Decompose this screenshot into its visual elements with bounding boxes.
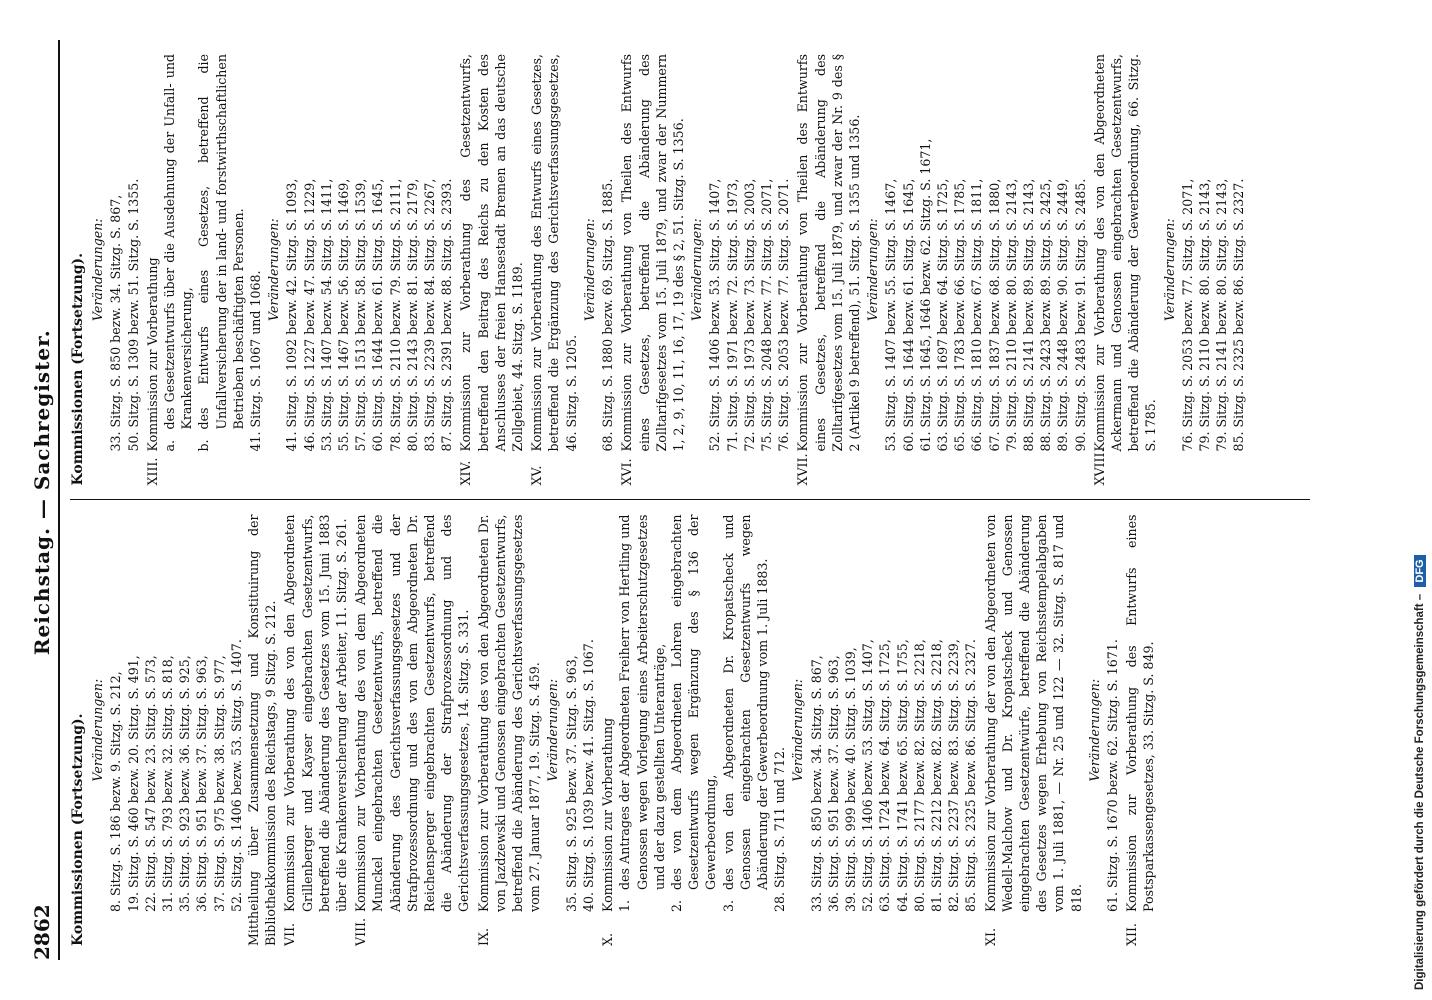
changes-line: 81. Sitzg. S. 2212 bezw. 82. Sitzg. S. 2218, [928,639,944,912]
changes-line: 72. Sitzg. S. 1973 bezw. 73. Sitzg. S. 2003, [741,178,757,452]
entry-xvi [618,54,687,486]
entry-xvii [794,54,863,486]
entry-text: Kommission zur Vorberathung von Theilen des Entwurfs eines Gesetzes, betreffend die Abänderung des Zolltarifgesetzes vom 15. Juli 1879, und zwar der Nr. 9 des § 2 (Artikel 9 betreffend), 51. Sitzg. S. 1355 und 1356. [795,54,862,452]
changes-line: 79. Sitzg. S. 2110 bezw. 80. Sitzg. S. 2143, [1003,178,1019,452]
section-heading: Kommissionen (Fortsetzung). [70,713,86,946]
changes-label: Veränderungen: [90,218,106,322]
entry-reference: 28. Sitzg. S. 711 und 712. [772,746,788,912]
sub-item-text: des Gesetzentwurfs über die Ausdehnung der Unfall- und Krankenversicherung, [162,54,195,430]
entry-number: VIII. [353,917,369,946]
dfg-logo: DFG [1414,555,1426,586]
entry-text: Kommission zur Vorberathung des von den Abgeordneten Grillenberger und Kayser eingebrachten Gesetzentwurfs, betreffend die Abänderung des Gesetzes vom 15. Juni 1883 über die Krankenversicherung der Arbeiter, 11. Sitzg. S. 261. [282,514,350,912]
sub-item-number: b. [196,439,212,452]
changes-line: 66. Sitzg. S. 1810 bezw. 67. Sitzg. S. 1811, [969,178,985,452]
entry-text: Kommission zur Vorberathung von Theilen des Entwurfs eines Gesetzes, betreffend die Abänderung des Zolltarifgesetzes vom 15. Juli 1879, und zwar der Nummern 1, 2, 9, 10, 11, 16, 17, 19 des § 2, 51. Sitzg. S. 1356. [619,54,686,452]
sub-item-text: des von den Abgeordneten Dr. Kropatscheck und Genossen eingebrachten Gesetzentwurfs wegen Abänderung der Gewerbeordnung vom 1. Juli 1883. [720,514,770,890]
entry-text: Kommission zur Vorberathung des Entwurfs eines Gesetzes, betreffend die Ergänzung des Gerichtsverfassungsgesetzes, 46. Sitzg. S. 1205. [529,54,579,452]
entry-text: Kommission zur Vorberathung des Entwurfs eines Postsparkassengesetzes, 33. Sitzg. S. 849. [1124,514,1157,912]
changes-line: 82. Sitzg. S. 2237 bezw. 83. Sitzg. S. 2239, [946,639,962,912]
changes-line: 36. Sitzg. S. 951 bezw. 37. Sitzg. S. 963, [194,655,210,912]
entry-text: Kommission zur Vorberathung des Gesetzentwurfs, betreffend den Beitrag des Reichs zu den Kosten des Anschlusses der freien Hansestadt Bremen an das deutsche Zollgebiet, 44. Sitzg. S. 1189. [458,54,526,452]
changes-line: 67. Sitzg. S. 1837 bezw. 68. Sitzg. S. 1880, [986,178,1002,452]
left-column [70,500,1310,961]
changes-line: 35. Sitzg. S. 923 bezw. 36. Sitzg. S. 925, [177,655,193,912]
entry-number: XV. [529,465,545,486]
changes-line: 88. Sitzg. S. 2423 bezw. 89. Sitzg. S. 2425, [1038,178,1054,452]
entry-text: Kommission zur Vorberathung der von den Abgeordneten von Wedell-Malchow und Dr. Kropatscheck und Genossen eingebrachten Gesetzentwürfe, betreffend die Abänderung des Gesetzes wegen Erhebung von Reichsstempelabgaben vom 1. Juli 1881, — Nr. 25 und 122 — 32. Sitzg. S. 817 und 818. [982,514,1084,912]
digitization-credit [1412,0,1432,1000]
page-header [30,40,60,960]
credit-text: Digitalisierung gefördert durch die Deutsche Forschungsgemeinschaft – [1414,593,1426,990]
changes-line: 52. Sitzg. S. 1406 bezw. 53. Sitzg. S. 1407. [228,639,244,912]
sub-item [720,515,772,947]
changes-line: 80. Sitzg. S. 2143 bezw. 81. Sitzg. S. 2179, [404,178,420,452]
entry-number: VII. [282,922,298,946]
changes-line: 90. Sitzg. S. 2483 bezw. 91. Sitzg. S. 2485. [1072,178,1088,452]
changes-line: 75. Sitzg. S. 2048 bezw. 77. Sitzg. S. 2071, [758,178,774,452]
changes-line: 40. Sitzg. S. 1039 bezw. 41. Sitzg. S. 1067. [580,639,596,912]
changes-line: 65. Sitzg. S. 1783 bezw. 66. Sitzg. S. 1785, [952,178,968,452]
entry-number: XIV. [458,460,474,486]
entry-number: XI. [982,928,998,946]
entry-xi [982,515,1085,947]
changes-line: 78. Sitzg. S. 2110 bezw. 79. Sitzg. S. 2111, [387,178,403,452]
changes-line: 57. Sitzg. S. 1513 bezw. 58. Sitzg. S. 1539, [353,178,369,452]
sub-item-text: des Antrages der Abgeordneten Freiherr von Hertling und Genossen wegen Vorlegung eines Arbeiterschutzgesetzes und der dazu gestellten Unteranträge, [617,514,667,890]
entry-xviii [1091,54,1160,486]
entry-text: Kommission zur Vorberathung des von dem Abgeordneten Munckel eingebrachten Gesetzentwurfs, betreffend die Abänderung des Gerichtsverfassungsgesetzes und der Strafprozessordnung und des von dem Abgeordneten Dr. Reichensperger eingebrachten Gesetzentwurfs, betreffend die Abänderung der Strafprozessordnung und des Gerichtsverfassungsgesetzes, 14. Sitzg. S. 331. [353,514,472,912]
section-heading: Kommissionen (Fortsetzung). [70,252,86,486]
changes-line: 53. Sitzg. S. 1407 bezw. 55. Sitzg. S. 1467, [883,178,899,452]
changes-label: Veränderungen: [90,678,106,782]
changes-line: 33. Sitzg. S. 850 bezw. 34. Sitzg. S. 867, [808,655,824,912]
sub-item-number: a. [162,439,178,452]
changes-list [107,515,245,947]
changes-label: Veränderungen: [790,678,806,782]
changes-line: 33. Sitzg. S. 850 bezw. 34. Sitzg. S. 867, [108,194,124,452]
changes-line: 88. Sitzg. S. 2141 bezw. 89. Sitzg. S. 2143, [1020,178,1036,452]
sub-item-text: des Entwurfs eines Gesetzes, betreffend die Unfallversicherung der in land- und forstwirthschaftlichen Betrieben beschäftigten Personen. [196,54,246,430]
sub-item-number: 1. [617,899,633,912]
entry-text: Kommission zur Vorberathung des von den Abgeordneten Ackermann und Genossen eingebrachten Gesetzentwurfs, betreffend die Abänderung der Gewerbeordnung, 66. Sitzg. S. 1785. [1091,54,1159,452]
mitteilung-text: Mittheilung über Zusammensetzung und Konstituirung der Bibliothekkommission des Reichstags, 9 Sitzg. S. 212. [246,514,279,946]
entry-text: Kommission zur Vorberathung [600,717,616,912]
entry-viii [352,515,472,947]
sub-item [616,515,668,947]
entry-number: IX. [475,928,491,946]
changes-line: 55. Sitzg. S. 1467 bezw. 56. Sitzg. S. 1469, [336,178,352,452]
changes-line: 76. Sitzg. S. 2053 bezw. 77. Sitzg. S. 2071, [1179,178,1195,452]
entry-xiii [144,54,161,486]
entry-xiv [457,54,526,486]
changes-line: 64. Sitzg. S. 1741 bezw. 65. Sitzg. S. 1755, [894,639,910,912]
changes-line: 71. Sitzg. S. 1971 bezw. 72. Sitzg. S. 1973, [724,178,740,452]
page-number: 2862 [30,904,54,960]
entry-number: XIII. [144,457,160,486]
changes-label: Veränderungen: [545,678,561,782]
changes-line: 60. Sitzg. S. 1644 bezw. 61. Sitzg. S. 1645, [900,178,916,452]
entry-vii [281,515,350,947]
page-title: Reichstag. — Sachregister. [30,329,54,656]
changes-line: 79. Sitzg. S. 2110 bezw. 80. Sitzg. S. 2143, [1197,178,1212,452]
changes-line: 8. Sitzg. S. 186 bezw. 9. Sitzg. S. 212, [108,671,124,912]
changes-label: Veränderungen: [689,218,705,322]
entry-text: Kommission zur Vorberathung des von den Abgeordneten Dr. von Jazdzewski und Genossen eingebrachten Gesetzentwurfs, betreffend die Abänderung des Gerichtsverfassungsgesetzes vom 27. Januar 1877, 19. Sitzg. S. 459. [475,514,543,912]
changes-line: 46. Sitzg. S. 1227 bezw. 47. Sitzg. S. 1229, [301,178,317,452]
changes-line: 89. Sitzg. S. 2448 bezw. 90. Sitzg. S. 2449, [1055,178,1071,452]
right-column [70,40,1310,500]
sub-item-number: 3. [720,899,736,912]
entry-number: XVIII. [1091,448,1107,486]
changes-label: Veränderungen: [581,218,597,322]
changes-line: 85. Sitzg. S. 2325 bezw. 86. Sitzg. S. 2327. [1231,178,1247,452]
changes-line: 63. Sitzg. S. 1697 bezw. 64. Sitzg. S. 1725, [934,178,950,452]
changes-line: 19. Sitzg. S. 460 bezw. 20. Sitzg. S. 491, [125,655,141,912]
changes-line: 61. Sitzg. S. 1670 bezw. 62. Sitzg. S. 1671. [1104,639,1120,912]
entry-xii [1123,515,1157,947]
entry-text: Kommission zur Vorberathung [144,257,160,452]
changes-label: Veränderungen: [1161,218,1177,322]
changes-line: 22. Sitzg. S. 547 bezw. 23. Sitzg. S. 573, [142,655,158,912]
changes-line: 60. Sitzg. S. 1644 bezw. 61. Sitzg. S. 1645, [370,178,386,452]
entry-reference: 41. Sitzg. S. 1067 und 1068. [248,270,264,452]
changes-line: 76. Sitzg. S. 2053 bezw. 77. Sitzg. S. 2071. [776,178,792,452]
entry-number: X. [600,933,616,946]
sub-item [195,54,247,486]
changes-line: 50. Sitzg. S. 1309 bezw. 51. Sitzg. S. 1355. [125,178,141,452]
changes-line: 80. Sitzg. S. 2177 bezw. 82. Sitzg. S. 2218, [911,639,927,912]
changes-line: 35. Sitzg. S. 925 bezw. 37. Sitzg. S. 963, [563,655,579,912]
sub-item [161,54,195,486]
entry-xv [528,54,580,486]
changes-line: 79. Sitzg. S. 2141 bezw. 80. Sitzg. S. 2143, [1214,178,1230,452]
changes-line: 37. Sitzg. S. 975 bezw. 38. Sitzg. S. 977, [211,655,227,912]
entry-number: XVII. [795,453,811,486]
entry-number: XVI. [619,458,635,486]
entry-x [599,515,616,947]
changes-line: 52. Sitzg. S. 1406 bezw. 53. Sitzg. S. 1407, [707,178,723,452]
changes-label: Veränderungen: [1086,678,1102,782]
changes-line: 87. Sitzg. S. 2391 bezw. 88. Sitzg. S. 2393. [439,178,455,452]
changes-label: Veränderungen: [865,218,881,322]
changes-line: 41. Sitzg. S. 1092 bezw. 42. Sitzg. S. 1093, [284,178,300,452]
entry-ix [475,515,544,947]
changes-line: 83. Sitzg. S. 2239 bezw. 84. Sitzg. S. 2267, [422,178,438,452]
changes-line: 61. Sitzg. S. 1645, 1646 bezw. 62. Sitzg. S. 1671, [917,138,933,452]
entry-number: XII. [1124,923,1140,946]
changes-line: 85. Sitzg. S. 2325 bezw. 86. Sitzg. S. 2327. [963,639,979,912]
changes-line: 52. Sitzg. S. 1406 bezw. 53. Sitzg. S. 1407, [860,639,876,912]
sub-item-number: 2. [668,899,684,912]
sub-item-text: des von dem Abgeordneten Lohren eingebrachten Gesetzentwurfs wegen Ergänzung des § 136 der Gewerbeordnung, [668,514,719,890]
changes-line: 68. Sitzg. S. 1880 bezw. 69. Sitzg. S. 1885. [600,178,616,452]
changes-line: 36. Sitzg. S. 951 bezw. 37. Sitzg. S. 963, [825,655,841,912]
changes-line: 63. Sitzg. S. 1724 bezw. 64. Sitzg. S. 1725, [877,639,893,912]
changes-line: 53. Sitzg. S. 1407 bezw. 54. Sitzg. S. 1411, [318,178,334,452]
changes-line: 39. Sitzg. S. 999 bezw. 40. Sitzg. S. 1039, [842,647,858,912]
sub-item [668,515,720,947]
changes-label: Veränderungen: [266,218,282,322]
changes-line: 31. Sitzg. S. 793 bezw. 32. Sitzg. S. 818, [160,655,176,912]
